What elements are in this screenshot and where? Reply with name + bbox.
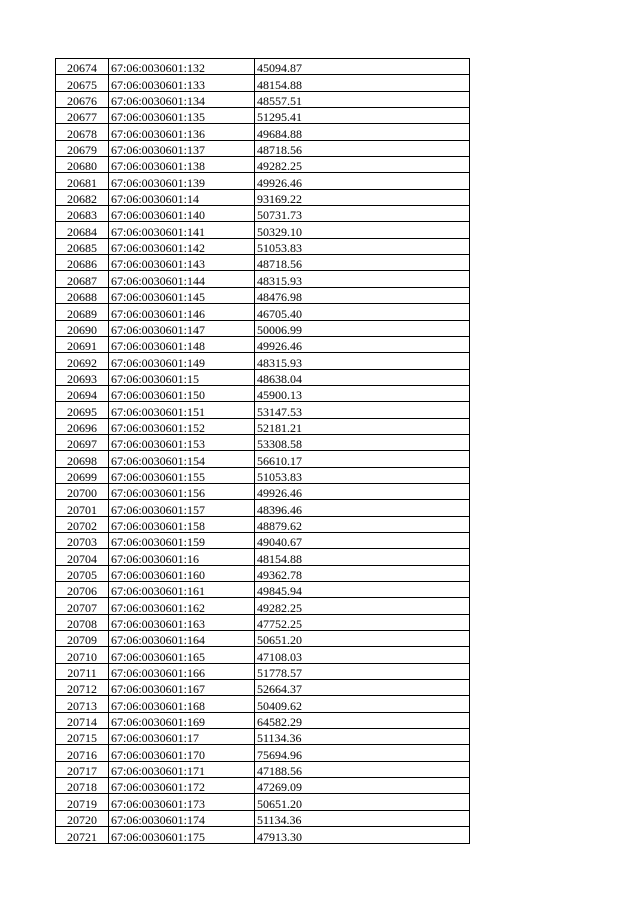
cadastral-value-cell: 47913.30 [255,827,470,843]
cadastral-value-cell: 46705.40 [255,304,470,320]
table-row [56,680,470,696]
row-number-cell: 20701 [56,500,109,516]
row-number-cell: 20706 [56,582,109,598]
row-number-cell: 20691 [56,336,109,352]
table-row [56,778,470,794]
cadastral-value-cell: 45094.87 [255,59,470,75]
cadastral-number-cell: 67:06:0030601:150 [109,385,255,401]
cadastral-number-cell: 67:06:0030601:16 [109,549,255,565]
cadastral-value-cell: 93169.22 [255,189,470,205]
cadastral-value-cell: 48718.56 [255,140,470,156]
cadastral-value-cell: 49926.46 [255,173,470,189]
cadastral-number-cell: 67:06:0030601:158 [109,516,255,532]
row-number-cell: 20721 [56,827,109,843]
cadastral-value-cell: 48718.56 [255,255,470,271]
cadastral-value-cell: 75694.96 [255,745,470,761]
cadastral-value-cell: 48315.93 [255,271,470,287]
cadastral-number-cell: 67:06:0030601:161 [109,582,255,598]
row-number-cell: 20704 [56,549,109,565]
cadastral-number-cell: 67:06:0030601:143 [109,255,255,271]
cadastral-number-cell: 67:06:0030601:171 [109,761,255,777]
cadastral-value-cell: 48315.93 [255,353,470,369]
table-row [56,91,470,107]
cadastral-value-cell: 47108.03 [255,647,470,663]
table-row [56,745,470,761]
cadastral-value-cell: 49926.46 [255,483,470,499]
row-number-cell: 20710 [56,647,109,663]
row-number-cell: 20707 [56,598,109,614]
cadastral-value-cell: 48396.46 [255,500,470,516]
cadastral-number-cell: 67:06:0030601:162 [109,598,255,614]
cadastral-value-cell: 47269.09 [255,778,470,794]
row-number-cell: 20718 [56,778,109,794]
table-row [56,794,470,810]
cadastral-number-cell: 67:06:0030601:166 [109,663,255,679]
table-row [56,108,470,124]
row-number-cell: 20712 [56,680,109,696]
row-number-cell: 20711 [56,663,109,679]
cadastral-value-cell: 49282.25 [255,157,470,173]
cadastral-number-cell: 67:06:0030601:145 [109,287,255,303]
cadastral-value-table [55,58,470,844]
cadastral-value-cell: 50409.62 [255,696,470,712]
cadastral-number-cell: 67:06:0030601:173 [109,794,255,810]
cadastral-number-cell: 67:06:0030601:172 [109,778,255,794]
table-row [56,157,470,173]
cadastral-value-cell: 53147.53 [255,402,470,418]
row-number-cell: 20680 [56,157,109,173]
cadastral-value-cell: 48154.88 [255,75,470,91]
table-row [56,582,470,598]
cadastral-number-cell: 67:06:0030601:15 [109,369,255,385]
cadastral-value-cell: 64582.29 [255,712,470,728]
cadastral-number-cell: 67:06:0030601:174 [109,810,255,826]
cadastral-number-cell: 67:06:0030601:138 [109,157,255,173]
cadastral-number-cell: 67:06:0030601:169 [109,712,255,728]
row-number-cell: 20715 [56,729,109,745]
table-row [56,761,470,777]
table-row [56,532,470,548]
cadastral-number-cell: 67:06:0030601:157 [109,500,255,516]
row-number-cell: 20698 [56,451,109,467]
table-row [56,500,470,516]
cadastral-number-cell: 67:06:0030601:136 [109,124,255,140]
table-row [56,238,470,254]
table-row [56,75,470,91]
cadastral-number-cell: 67:06:0030601:146 [109,304,255,320]
row-number-cell: 20689 [56,304,109,320]
row-number-cell: 20709 [56,631,109,647]
cadastral-number-cell: 67:06:0030601:152 [109,418,255,434]
table-row [56,336,470,352]
cadastral-number-cell: 67:06:0030601:175 [109,827,255,843]
cadastral-value-cell: 50651.20 [255,631,470,647]
table-row [56,385,470,401]
cadastral-number-cell: 67:06:0030601:151 [109,402,255,418]
cadastral-value-cell: 50651.20 [255,794,470,810]
table-row [56,663,470,679]
table-row [56,827,470,843]
cadastral-number-cell: 67:06:0030601:165 [109,647,255,663]
row-number-cell: 20700 [56,483,109,499]
row-number-cell: 20678 [56,124,109,140]
table-row [56,631,470,647]
row-number-cell: 20708 [56,614,109,630]
cadastral-value-cell: 52181.21 [255,418,470,434]
cadastral-value-cell: 45900.13 [255,385,470,401]
table-row [56,206,470,222]
row-number-cell: 20705 [56,565,109,581]
row-number-cell: 20687 [56,271,109,287]
table-row [56,549,470,565]
cadastral-number-cell: 67:06:0030601:17 [109,729,255,745]
cadastral-number-cell: 67:06:0030601:170 [109,745,255,761]
table-row [56,516,470,532]
row-number-cell: 20694 [56,385,109,401]
cadastral-number-cell: 67:06:0030601:155 [109,467,255,483]
cadastral-value-cell: 53308.58 [255,434,470,450]
cadastral-number-cell: 67:06:0030601:133 [109,75,255,91]
cadastral-number-cell: 67:06:0030601:149 [109,353,255,369]
row-number-cell: 20681 [56,173,109,189]
table-row [56,434,470,450]
row-number-cell: 20714 [56,712,109,728]
cadastral-number-cell: 67:06:0030601:153 [109,434,255,450]
table-row [56,647,470,663]
row-number-cell: 20685 [56,238,109,254]
cadastral-number-cell: 67:06:0030601:139 [109,173,255,189]
table-row [56,712,470,728]
cadastral-number-cell: 67:06:0030601:141 [109,222,255,238]
cadastral-value-cell: 50329.10 [255,222,470,238]
cadastral-value-cell: 48638.04 [255,369,470,385]
row-number-cell: 20675 [56,75,109,91]
cadastral-number-cell: 67:06:0030601:148 [109,336,255,352]
table-row [56,59,470,75]
cadastral-number-cell: 67:06:0030601:168 [109,696,255,712]
cadastral-number-cell: 67:06:0030601:142 [109,238,255,254]
cadastral-value-cell: 50006.99 [255,320,470,336]
table-row [56,467,470,483]
cadastral-number-cell: 67:06:0030601:163 [109,614,255,630]
cadastral-value-cell: 49362.78 [255,565,470,581]
cadastral-number-cell: 67:06:0030601:132 [109,59,255,75]
table-row [56,483,470,499]
cadastral-value-cell: 49040.67 [255,532,470,548]
row-number-cell: 20688 [56,287,109,303]
cadastral-number-cell: 67:06:0030601:14 [109,189,255,205]
cadastral-value-cell: 49926.46 [255,336,470,352]
table-row [56,696,470,712]
row-number-cell: 20674 [56,59,109,75]
table-row [56,255,470,271]
cadastral-value-cell: 48154.88 [255,549,470,565]
cadastral-number-cell: 67:06:0030601:154 [109,451,255,467]
cadastral-value-cell: 51778.57 [255,663,470,679]
table-row [56,729,470,745]
row-number-cell: 20695 [56,402,109,418]
cadastral-value-cell: 49282.25 [255,598,470,614]
table-row [56,810,470,826]
row-number-cell: 20697 [56,434,109,450]
cadastral-value-cell: 56610.17 [255,451,470,467]
table-row [56,402,470,418]
cadastral-value-cell: 51053.83 [255,467,470,483]
table-row [56,565,470,581]
table-row [56,124,470,140]
cadastral-value-cell: 52664.37 [255,680,470,696]
table-row [56,287,470,303]
cadastral-value-cell: 49684.88 [255,124,470,140]
table-row [56,369,470,385]
row-number-cell: 20693 [56,369,109,385]
row-number-cell: 20719 [56,794,109,810]
row-number-cell: 20713 [56,696,109,712]
row-number-cell: 20676 [56,91,109,107]
table-row [56,189,470,205]
cadastral-value-cell: 47188.56 [255,761,470,777]
row-number-cell: 20716 [56,745,109,761]
row-number-cell: 20679 [56,140,109,156]
row-number-cell: 20720 [56,810,109,826]
table-row [56,173,470,189]
cadastral-value-cell: 51295.41 [255,108,470,124]
row-number-cell: 20683 [56,206,109,222]
cadastral-number-cell: 67:06:0030601:164 [109,631,255,647]
cadastral-number-cell: 67:06:0030601:159 [109,532,255,548]
table-row [56,140,470,156]
table-row [56,418,470,434]
table-row [56,222,470,238]
row-number-cell: 20696 [56,418,109,434]
row-number-cell: 20682 [56,189,109,205]
table-row [56,451,470,467]
cadastral-number-cell: 67:06:0030601:144 [109,271,255,287]
table-row [56,271,470,287]
row-number-cell: 20690 [56,320,109,336]
cadastral-number-cell: 67:06:0030601:135 [109,108,255,124]
row-number-cell: 20699 [56,467,109,483]
cadastral-number-cell: 67:06:0030601:156 [109,483,255,499]
cadastral-value-cell: 48476.98 [255,287,470,303]
cadastral-value-cell: 48879.62 [255,516,470,532]
cadastral-number-cell: 67:06:0030601:137 [109,140,255,156]
cadastral-value-cell: 51134.36 [255,729,470,745]
cadastral-value-cell: 49845.94 [255,582,470,598]
row-number-cell: 20684 [56,222,109,238]
row-number-cell: 20703 [56,532,109,548]
table-row [56,353,470,369]
cadastral-number-cell: 67:06:0030601:147 [109,320,255,336]
table-row [56,614,470,630]
cadastral-number-cell: 67:06:0030601:134 [109,91,255,107]
cadastral-number-cell: 67:06:0030601:160 [109,565,255,581]
row-number-cell: 20717 [56,761,109,777]
row-number-cell: 20686 [56,255,109,271]
table-row [56,598,470,614]
cadastral-value-cell: 48557.51 [255,91,470,107]
cadastral-value-cell: 47752.25 [255,614,470,630]
cadastral-value-cell: 51134.36 [255,810,470,826]
cadastral-number-cell: 67:06:0030601:167 [109,680,255,696]
table-body [56,59,470,844]
row-number-cell: 20677 [56,108,109,124]
table-row [56,304,470,320]
cadastral-value-cell: 50731.73 [255,206,470,222]
row-number-cell: 20702 [56,516,109,532]
row-number-cell: 20692 [56,353,109,369]
cadastral-value-cell: 51053.83 [255,238,470,254]
cadastral-number-cell: 67:06:0030601:140 [109,206,255,222]
table-row [56,320,470,336]
